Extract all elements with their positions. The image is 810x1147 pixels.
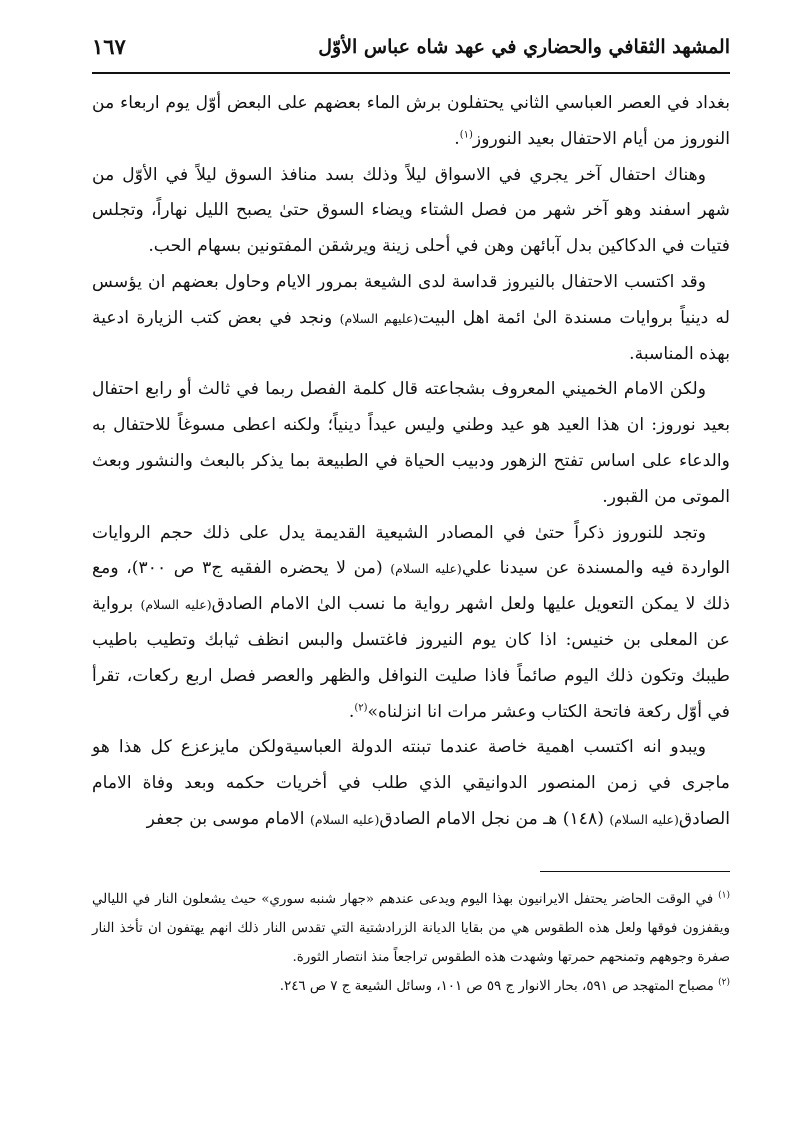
paragraph-4: ولكن الامام الخميني المعروف بشجاعته قال كلمة الفصل ربما في ثالث أو رابع احتفال بعيد نوروز: ان هذا العيد هو عيد وطني وليس عيداً دينياً؛ ولكنه اعطى مسوغاً للاحتفال به والدعاء على اساس تفتح الزهور ودبيب الحياة في الطبيعة بما يذكر بالبعث والنشور وبعث الموتى من القبور. <box>92 379 730 507</box>
paragraph-1: بغداد في العصر العباسي الثاني يحتفلون برش الماء بعضهم على البعض أوّل يوم اربعاء من النوروز من أيام الاحتفال بعيد النوروز$^{(١)}$. <box>92 93 730 149</box>
paragraph-3: وقد اكتسب الاحتفال بالنيروز قداسة لدى الشيعة بمرور الايام وحاول بعضهم ان يؤسس له دينياً بروايات مسندة الىٰ ائمة اهل البيت(عليهم السلام) ونجد في بعض كتب الزيارة ادعية بهذه المناسبة. <box>92 271 730 364</box>
page-number: ١٦٧ <box>92 34 126 59</box>
footnote-1: $^{(١)}$ في الوقت الحاضر يحتفل الايرانيون بهذا اليوم ويدعى عندهم «جهار شنبه سوري» حيث يشعلون النار في الليالي ويقفزون فوقها ولعل هذه الطقوس هي من بقايا الديانة الزرادشتية التي تقدس النار ذلك انهم يهتفون ان تأخذ النار صفرة وجوههم وتمنحهم حمرتها وشهدت هذه الطقوس تراجعاً منذ انتصار الثورة. <box>92 890 730 965</box>
running-title: المشهد الثقافي والحضاري في عهد شاه عباس الأوّل <box>318 36 730 58</box>
footnote-separator <box>540 871 730 872</box>
footnote-ref-1: (١) <box>459 129 473 141</box>
body-text <box>92 86 730 838</box>
footnote-2: $^{(٢)}$ مصباح المتهجد ص ٥٩١، بحار الانوار ج ٥٩ ص ١٠١، وسائل الشيعة ج ٧ ص ٢٤٦. <box>279 977 730 994</box>
footnotes <box>92 885 730 1001</box>
paragraph-6: ويبدو انه اكتسب اهمية خاصة عندما تبنته الدولة العباسيةولكن مايزعزع كل هذا هو ماجرى في زمن المنصور الدوانيقي الذي طلب في أخريات حكمه وبعد وفاة الامام الصادق(عليه السلام) (١٤٨) هـ من نجل الامام الصادق(عليه السلام) الامام موسى بن جعفر <box>92 737 730 829</box>
footnote-ref-2: (٢) <box>354 701 368 713</box>
paragraph-2: وهناك احتفال آخر يجري في الاسواق ليلاً وذلك بسد منافذ السوق ليلاً في الأوّل من شهر اسفند وهو آخر شهر من فصل الشتاء ويضاء السوق حتىٰ يصبح الليل نهاراً، وتجلس فتيات في الدكاكين بدل آبائهن وهن في أحلى زينة ويرشقن المفتونين بسهام الحب. <box>92 164 730 257</box>
page-header <box>92 30 730 74</box>
paragraph-5: وتجد للنوروز ذكراً حتىٰ في المصادر الشيعية القديمة يدل على ذلك حجم الروايات الواردة فيه والمسندة عن سيدنا علي(عليه السلام) (من لا يحضره الفقيه ج٣ ص ٣٠٠)، ومع ذلك لا يمكن التعويل عليها ولعل اشهر رواية ما نسب الىٰ الامام الصادق(عليه السلام) برواية عن المعلى بن خنيس: اذا كان يوم النيروز فاغتسل والبس انظف ثيابك وتطيب باطيب طيبك وتكون ذلك اليوم صائماً فاذا صليت النوافل والظهر والعصر فصل اربع ركعات، تقرأ في أوّل ركعة فاتحة الكتاب وعشر مرات انا انزلناه»$^{(٢)}$. <box>92 522 730 722</box>
